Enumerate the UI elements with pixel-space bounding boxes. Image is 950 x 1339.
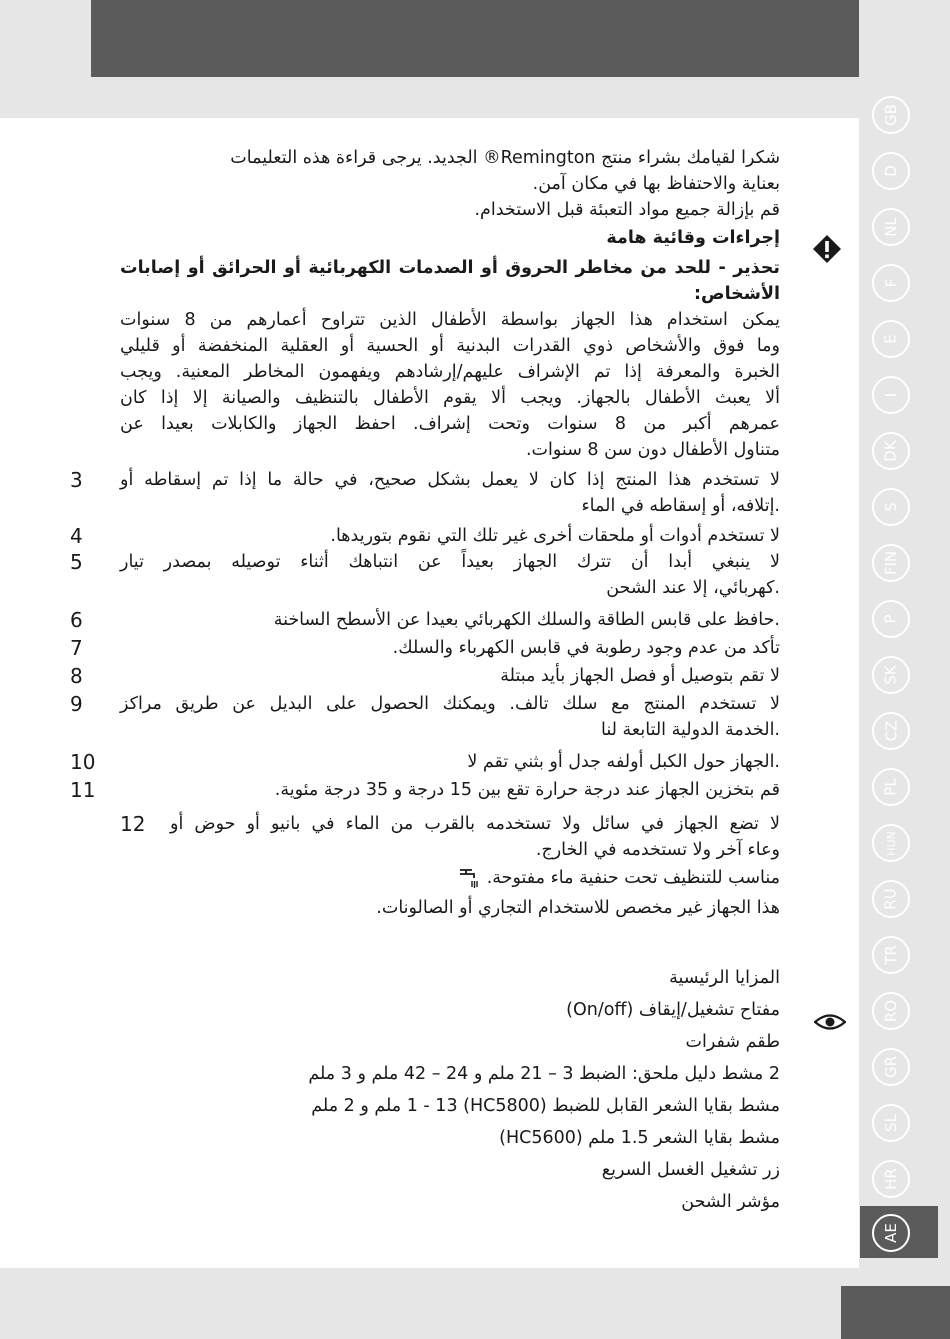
feature-item: مشط بقايا الشعر القابل للضبط (HC5800) 1 - 13 ملم و 2 ملم (311, 1096, 780, 1116)
item-line: .حافظ على قابس الطاقة والسلك الكهربائي بعيدا عن الأسطح الساخنة (273, 610, 780, 630)
lang-tab-p[interactable]: P (872, 600, 910, 638)
children-line-1: يمكن استخدام هذا الجهاز بواسطة الأطفال الذين تتراوح أعمارهم من 8 سنوات (120, 310, 780, 330)
item-line: لا تقم بتوصيل أو فصل الجهاز بأيد مبتلة (500, 666, 780, 686)
lang-tab-s[interactable]: S (872, 488, 910, 526)
item-number: 3 (70, 468, 83, 492)
lang-tab-ru[interactable]: RU (872, 880, 910, 918)
lang-tab-gr[interactable]: GR (872, 1048, 910, 1086)
safety-item-4 (70, 523, 780, 549)
tap-icon (457, 866, 481, 890)
safety-heading: إجراءات وقائية هامة (606, 228, 780, 248)
item-line: .الخدمة الدولية التابعة لنا (601, 720, 780, 740)
lang-tab-sk[interactable]: SK (872, 656, 910, 694)
item-line: .إتلافه، أو إسقاطه في الماء (581, 496, 780, 516)
children-line-5: عمرهم أكبر من 8 سنوات وتحت إشراف. احفظ الجهاز والكابلات بعيدا عن (120, 414, 780, 434)
safety-item-7 (70, 635, 780, 661)
lang-tab-tr[interactable]: TR (872, 936, 910, 974)
item-line: لا تستخدم المنتج مع سلك تالف. ويمكنك الحصول على البديل عن طريق مراكز (120, 694, 780, 714)
item-number: 10 (70, 750, 96, 774)
item-line: لا تضع الجهاز في سائل ولا تستخدمه بالقرب من الماء في بانيو أو حوض أو (170, 814, 780, 834)
safety-item-3 (70, 467, 780, 519)
children-line-4: ألا يعبث الأطفال بالجهاز. ويجب ألا يقوم الأطفال بالتنظيف والصيانة إلا إذا كان (120, 388, 780, 408)
top-header-bar (91, 0, 859, 77)
warning-line-1: تحذير - للحد من مخاطر الحروق أو الصدمات الكهربائية أو الحرائق أو إصابات (120, 258, 780, 278)
lang-tab-dk[interactable]: DK (872, 432, 910, 470)
not-commercial-note: هذا الجهاز غير مخصص للاستخدام التجاري أو الصالونات. (376, 898, 780, 918)
lang-tab-d[interactable]: D (872, 152, 910, 190)
washable-text: مناسب للتنظيف تحت حنفية ماء مفتوحة. (486, 868, 780, 888)
manual-text (70, 145, 780, 1215)
safety-item-9 (70, 691, 780, 743)
feature-item: مفتاح تشغيل/إيقاف (On/off) (566, 1000, 780, 1020)
feature-item: مشط بقايا الشعر 1.5 ملم (HC5600) (499, 1128, 780, 1148)
safety-item-6 (70, 607, 780, 633)
lang-tab-hun[interactable]: HUN (872, 824, 910, 862)
feature-item: مؤشر الشحن (681, 1192, 780, 1212)
intro-line-3: قم بإزالة جميع مواد التعبئة قبل الاستخدام. (474, 200, 780, 220)
lang-tab-e[interactable]: E (872, 320, 910, 358)
lang-tab-hr[interactable]: HR (872, 1160, 910, 1198)
item-line: لا ينبغي أبدا أن تترك الجهاز بعيداً عن انتباهك أثناء توصيله بمصدر تيار (120, 552, 780, 572)
item-line: .الجهاز حول الكبل أولفه جدل أو بثني تقم لا (467, 752, 780, 772)
intro-line-2: بعناية والاحتفاظ بها في مكان آمن. (532, 174, 780, 194)
lang-tab-pl[interactable]: PL (872, 768, 910, 806)
item-line: تأكد من عدم وجود رطوبة في قابس الكهرباء والسلك. (392, 638, 780, 658)
item-number: 8 (70, 664, 83, 688)
lang-tab-cz[interactable]: CZ (872, 712, 910, 750)
bottom-footer-bar (336, 1268, 859, 1339)
feature-item: 2 مشط دليل ملحق: الضبط 3 – 21 ملم و 24 – 42 ملم و 3 ملم (308, 1064, 780, 1084)
item-line: لا تستخدم أدوات أو ملحقات أخرى غير تلك التي نقوم بتوريدها. (330, 526, 780, 546)
washable-note (120, 865, 780, 891)
safety-item-11 (70, 777, 780, 803)
intro-line-1: شكرا لقيامك بشراء منتج Remington® الجديد. يرجى قراءة هذه التعليمات (230, 148, 780, 168)
corner-block (841, 1286, 950, 1339)
item-line: لا تستخدم هذا المنتج إذا كان لا يعمل بشكل صحيح، في حالة ما إذا تم إسقاطه أو (120, 470, 780, 490)
item-number: 5 (70, 550, 83, 574)
item-number: 9 (70, 692, 83, 716)
item-number: 11 (70, 778, 96, 802)
safety-item-5 (70, 549, 780, 601)
item-number: 12 (120, 812, 146, 836)
lang-tab-i[interactable]: I (872, 376, 910, 414)
item-number: 7 (70, 636, 83, 660)
lang-tab-f[interactable]: F (872, 264, 910, 302)
feature-item: طقم شفرات (685, 1032, 780, 1052)
lang-tab-sl[interactable]: SL (872, 1104, 910, 1142)
item-line: وعاء آخر ولا تستخدمه في الخارج. (535, 840, 780, 860)
lang-tab-ae[interactable]: AE (872, 1214, 910, 1252)
children-line-6: متناول الأطفال دون سن 8 سنوات. (525, 440, 780, 460)
warning-icon (812, 234, 842, 264)
lang-tab-fin[interactable]: FIN (872, 544, 910, 582)
item-line: قم بتخزين الجهاز عند درجة حرارة تقع بين 15 درجة و 35 درجة مئوية. (274, 780, 780, 800)
lang-tab-nl[interactable]: NL (872, 208, 910, 246)
children-line-3: الخبرة والمعرفة إذا تم الإشراف عليهم/إرشادهم ويفهمون المخاطر المعنية. ويجب (120, 362, 780, 382)
eye-icon (814, 1012, 846, 1032)
lang-tab-gb[interactable]: GB (872, 96, 910, 134)
item-line: .كهربائي، إلا عند الشحن (606, 578, 780, 598)
item-number: 6 (70, 608, 83, 632)
feature-item: زر تشغيل الغسل السريع (601, 1160, 780, 1180)
safety-item-8 (70, 663, 780, 689)
item-number: 4 (70, 524, 83, 548)
safety-item-12 (120, 811, 780, 863)
children-line-2: وما فوق والأشخاص ذوي القدرات البدنية أو الحسية أو العقلية المنخفضة أو قليلي (120, 336, 780, 356)
safety-item-10 (70, 749, 780, 775)
warning-line-2: الأشخاص: (694, 284, 780, 304)
lang-tab-ro[interactable]: RO (872, 992, 910, 1030)
features-heading: المزايا الرئيسية (669, 968, 780, 988)
